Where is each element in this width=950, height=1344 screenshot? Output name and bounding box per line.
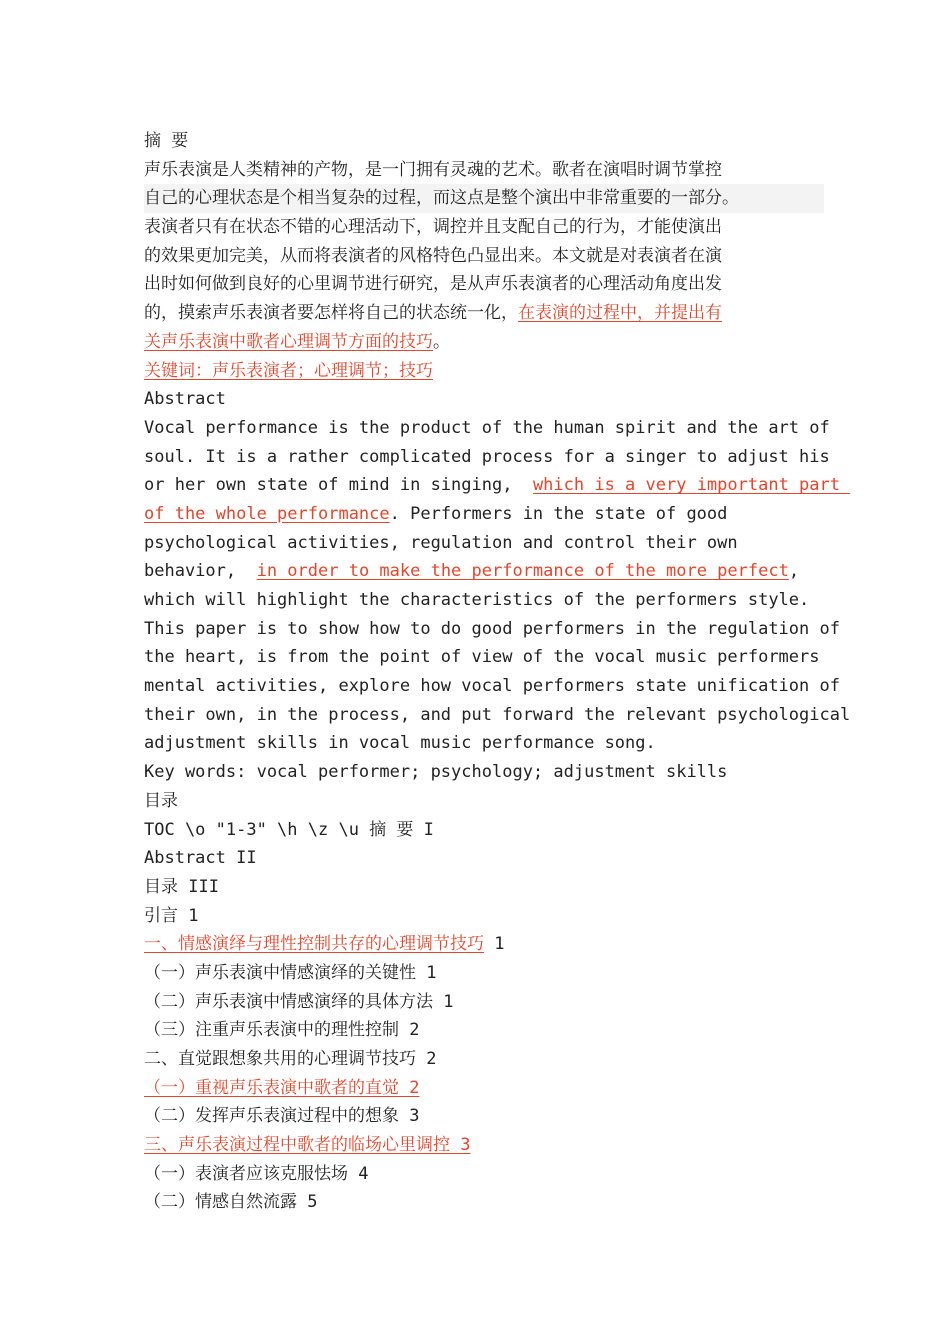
abstract-text: 。 xyxy=(433,331,450,352)
keywords-link[interactable]: 关键词：声乐表演者；心理调节；技巧 xyxy=(144,360,433,381)
toc-entry[interactable] xyxy=(144,1074,824,1103)
abstract-text: behavior, xyxy=(144,561,257,582)
keywords-en: Key words: vocal performer; psychology; adjustment skills xyxy=(144,762,728,783)
toc-entry[interactable]: （一）表演者应该克服怯场 4 xyxy=(144,1163,369,1184)
abstract-text: 的，摸索声乐表演者要怎样将自己的状态统一化， xyxy=(144,303,518,324)
toc-field-code: TOC \o "1-3" \h \z \u 摘 要 I xyxy=(144,819,434,840)
toc-entry-link[interactable]: 一、情感演绎与理性控制共存的心理调节技巧 xyxy=(144,934,484,955)
abstract-text: . Performers in the state of good xyxy=(389,503,728,524)
toc-entry[interactable]: 引言 1 xyxy=(144,905,199,926)
toc-entry[interactable]: （二）声乐表演中情感演绎的具体方法 1 xyxy=(144,991,454,1012)
document-page xyxy=(144,127,851,1217)
toc-entry-link[interactable]: 三、声乐表演过程中歌者的临场心里调控 3 xyxy=(144,1135,471,1156)
abstract-line: 表演者只有在状态不错的心理活动下，调控并且支配自己的行为，才能使演出 xyxy=(144,217,722,238)
highlighted-text[interactable]: of the whole performance xyxy=(144,503,390,524)
abstract-en-line: Vocal performance is the product of the human spirit and the art of xyxy=(144,417,830,438)
abstract-en-line: their own, in the process, and put forward the relevant psychological xyxy=(144,704,851,725)
abstract-line: 声乐表演是人类精神的产物，是一门拥有灵魂的艺术。歌者在演唱时调节掌控 xyxy=(144,159,722,180)
abstract-en-line: psychological activities, regulation and control their own xyxy=(144,532,738,553)
abstract-en-line xyxy=(144,471,851,500)
abstract-en-line: adjustment skills in vocal music performance song. xyxy=(144,733,656,754)
abstract-en-line: the heart, is from the point of view of the vocal music performers xyxy=(144,647,820,668)
abstract-text: or her own state of mind in singing, xyxy=(144,475,533,496)
abstract-en-line: which will highlight the characteristics of the performers style. xyxy=(144,590,810,610)
abstract-en-line xyxy=(144,500,824,529)
abstract-en-line xyxy=(144,557,824,586)
toc-entry[interactable]: Abstract II xyxy=(144,848,257,869)
abstract-line: 出时如何做到良好的心里调节进行研究，是从声乐表演者的心理活动角度出发 xyxy=(144,274,722,295)
toc-page-number: 1 xyxy=(484,934,505,955)
highlighted-text[interactable]: which is a very important part xyxy=(532,475,851,496)
toc-entry[interactable] xyxy=(144,1131,824,1160)
toc-entry[interactable]: （二）情感自然流露 5 xyxy=(144,1192,318,1213)
abstract-heading-en: Abstract xyxy=(144,389,226,410)
abstract-en-line: mental activities, explore how vocal performers state unification of xyxy=(144,676,840,697)
abstract-en-line: soul. It is a rather complicated process for a singer to adjust his xyxy=(144,446,830,467)
abstract-line xyxy=(144,299,824,328)
toc-entry[interactable]: （三）注重声乐表演中的理性控制 2 xyxy=(144,1020,420,1041)
toc-entry[interactable]: （一）声乐表演中情感演绎的关键性 1 xyxy=(144,962,437,983)
abstract-heading-cn: 摘 要 xyxy=(144,131,189,151)
toc-entry-link[interactable]: （一）重视声乐表演中歌者的直觉 2 xyxy=(144,1077,420,1098)
abstract-text: , xyxy=(788,561,800,582)
toc-entry[interactable]: 目录 III xyxy=(144,876,219,897)
keywords-cn xyxy=(144,357,824,386)
abstract-en-line: This paper is to show how to do good performers in the regulation of xyxy=(144,618,840,639)
highlighted-text[interactable]: 在表演的过程中，并提出有 xyxy=(518,303,722,324)
abstract-line: 的效果更加完美，从而将表演者的风格特色凸显出来。本文就是对表演者在演 xyxy=(144,245,722,266)
highlighted-text[interactable]: in order to make the performance of the more perfect xyxy=(256,561,789,582)
abstract-line xyxy=(144,328,824,357)
highlighted-text[interactable]: 关声乐表演中歌者心理调节方面的技巧 xyxy=(144,331,433,352)
toc-entry[interactable]: 二、直觉跟想象共用的心理调节技巧 2 xyxy=(144,1049,437,1069)
toc-heading: 目录 xyxy=(144,790,178,811)
toc-entry[interactable] xyxy=(144,930,824,959)
toc-entry[interactable]: （二）发挥声乐表演过程中的想象 3 xyxy=(144,1106,420,1127)
abstract-line: 自己的心理状态是个相当复杂的过程，而这点是整个演出中非常重要的一部分。 xyxy=(144,184,824,213)
